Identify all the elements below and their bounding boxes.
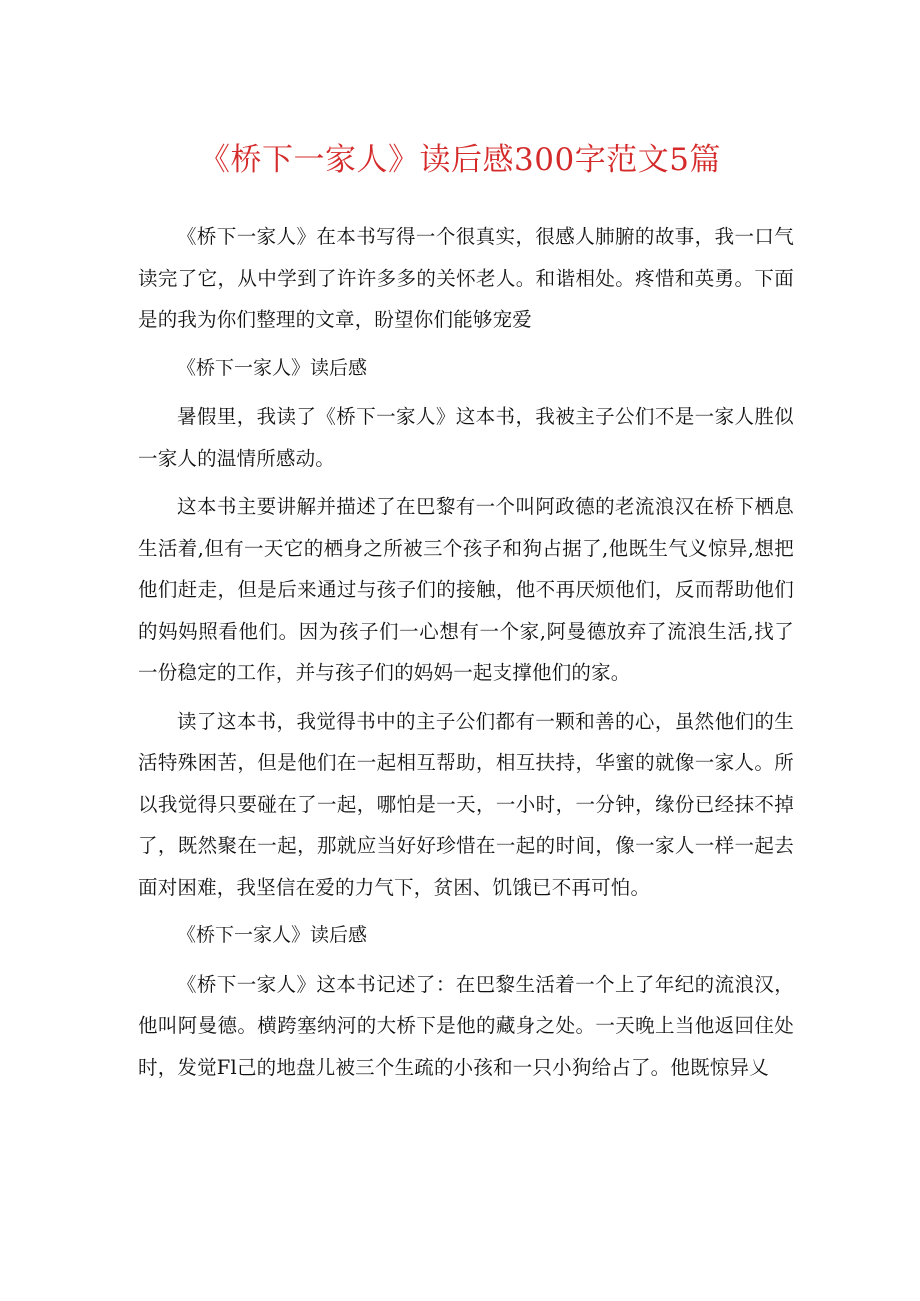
body-paragraph: 暑假里，我读了《桥下一家人》这本书，我被主子公们不是一家人胜似一家人的温情所感动。 bbox=[138, 405, 794, 470]
body-paragraph: 读了这本书，我觉得书中的主子公们都有一颗和善的心，虽然他们的生活特殊困苦，但是他们在一起相互帮助，相互扶持，华蜜的就像一家人。所以我觉得只要碰在了一起，哪怕是一天，一小时，一分钟，缘份已经抹不掉了，既然聚在一起，那就应当好好珍惜在一起的时间，像一家人一样一起去面对困难，我坚信在爱的力气下，贫困、饥饿已不再可怕。 bbox=[138, 709, 794, 899]
document-title: 《桥下一家人》读后感300字范文5篇 bbox=[199, 142, 721, 178]
document-body bbox=[138, 216, 794, 1088]
body-paragraph: 《桥下一家人》这本书记述了：在巴黎生活着一个上了年纪的流浪汉，他叫阿曼德。横跨塞纳河的大桥下是他的藏身之处。一天晚上当他返回住处时，发觉Fl己的地盘儿被三个生疏的小孩和一只小狗给占了。他既惊异乂 bbox=[138, 972, 794, 1079]
body-paragraph: 这本书主要讲解并描述了在巴黎有一个叫阿政德的老流浪汉在桥下栖息生活着,但有一天它的栖身之所被三个孩子和狗占据了,他既生气义惊异,想把他们赶走，但是后来通过与孩子们的接触，他不再厌烦他们，反而帮助他们的妈妈照看他们。因为孩子们一心想有一个家,阿曼德放弃了流浪生活,找了一份稳定的工作，并与孩子们的妈妈一起支撑他们的家。 bbox=[138, 495, 794, 684]
section-heading: 《桥下一家人》读后感 bbox=[177, 356, 368, 379]
section-heading: 《桥下一家人》读后感 bbox=[177, 924, 368, 946]
intro-paragraph: 《桥下一家人》在本书写得一个很真实，很感人肺腑的故事，我一口气读完了它，从中学到了许许多多的关怀老人。和谐相处。疼惜和英勇。下面是的我为你们整理的文章，盼望你们能够宠爱 bbox=[138, 225, 794, 331]
